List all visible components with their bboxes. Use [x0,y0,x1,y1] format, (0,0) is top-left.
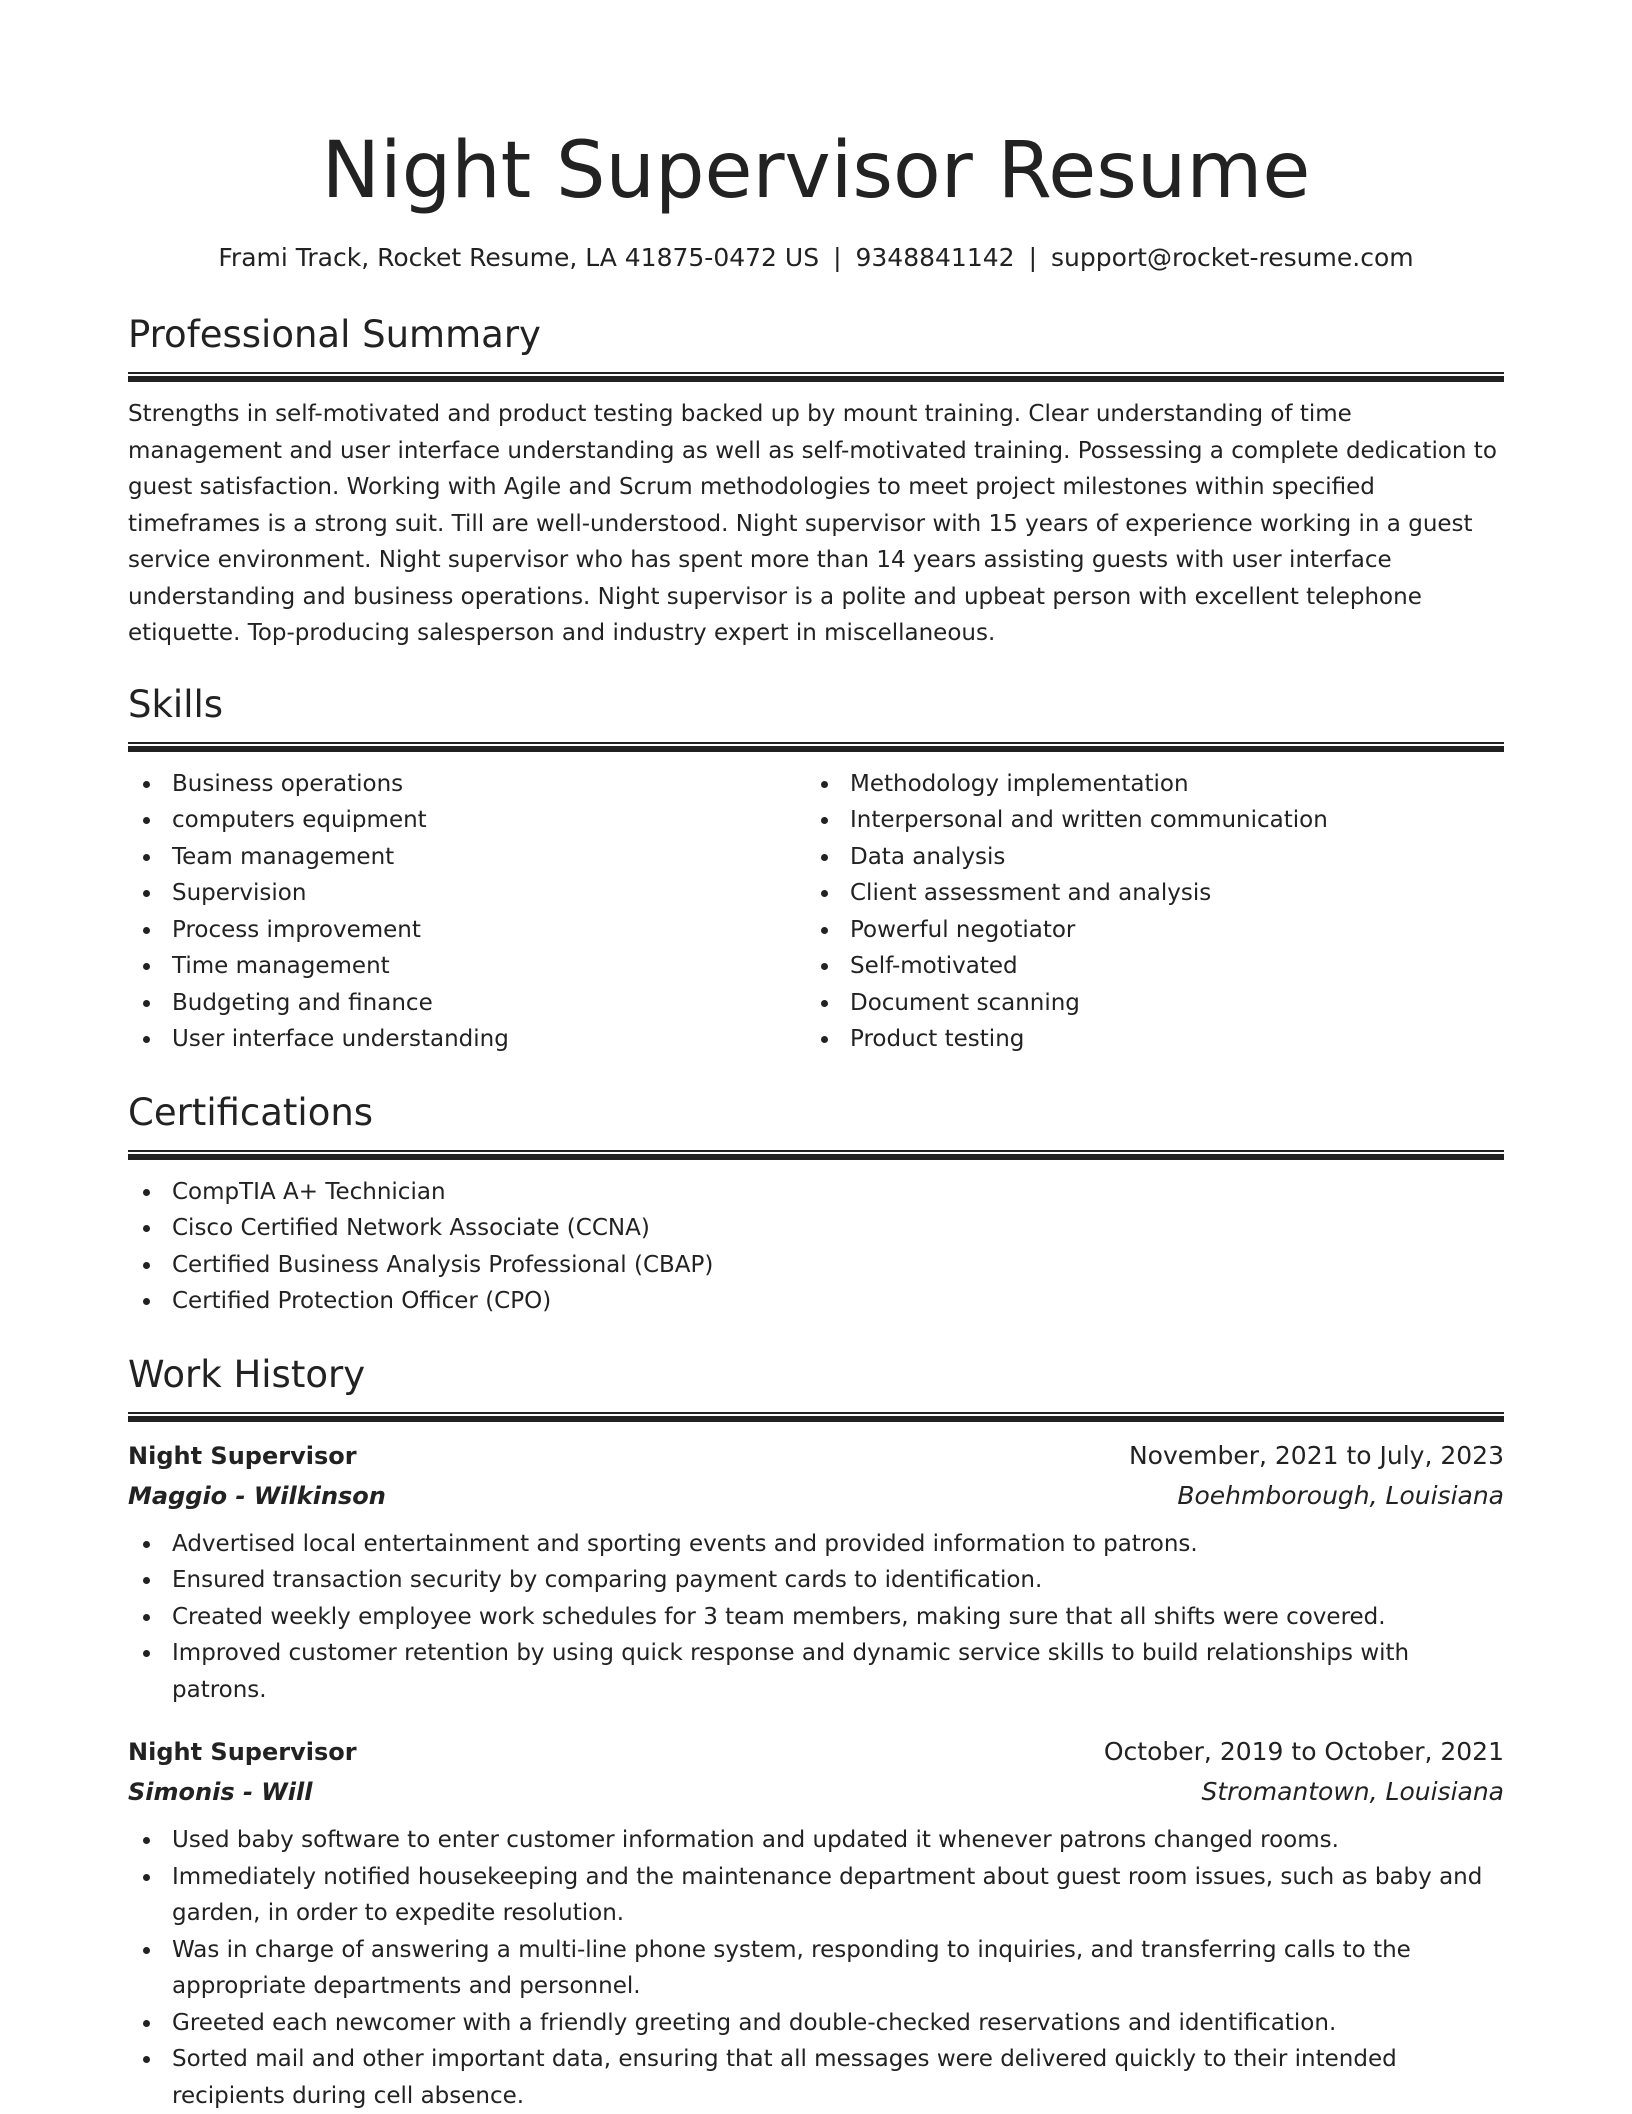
skill-item: Document scanning [806,985,1484,1022]
resume-page [128,0,1504,2114]
skill-item: Self-motivated [806,948,1484,985]
job-subheader-row [128,1476,1504,1516]
skill-item: Data analysis [806,839,1484,876]
contact-address: Frami Track, Rocket Resume, LA 41875-0472 US [218,243,819,272]
skill-item: Client assessment and analysis [806,875,1484,912]
section-divider [128,372,1504,382]
skill-item: Product testing [806,1021,1484,1058]
job-entry [128,1732,1504,2114]
skills-section [128,680,1504,1058]
contact-phone: 9348841142 [856,243,1015,272]
job-company: Simonis - Will [128,1772,312,1812]
section-divider [128,742,1504,752]
skill-item: Powerful negotiator [806,912,1484,949]
skills-list-left [128,766,806,1058]
skill-item: Budgeting and finance [128,985,806,1022]
skill-item: Methodology implementation [806,766,1484,803]
job-bullet: Advertised local entertainment and sporting events and provided information to patrons. [128,1526,1504,1563]
job-bullet: Improved customer retention by using quick response and dynamic service skills to build relationships with patrons. [128,1635,1504,1708]
job-bullets [128,1526,1504,1709]
summary-heading: Professional Summary [128,310,1504,360]
job-subheader-row [128,1772,1504,1812]
certification-item: Certified Business Analysis Professional (CBAP) [128,1247,1504,1284]
contact-separator: | [833,240,841,276]
job-header-row [128,1436,1504,1476]
job-bullet: Greeted each newcomer with a friendly greeting and double-checked reservations and identification. [128,2005,1504,2042]
job-bullet: Sorted mail and other important data, ensuring that all messages were delivered quickly to their intended recipients during cell absence. [128,2041,1504,2114]
certifications-section [128,1088,1504,1320]
skill-item: Interpersonal and written communication [806,802,1484,839]
job-bullet: Immediately notified housekeeping and the maintenance department about guest room issues, such as baby and garden, in order to expedite resolution. [128,1859,1504,1932]
skill-item: User interface understanding [128,1021,806,1058]
skill-item: Business operations [128,766,806,803]
certifications-heading: Certifications [128,1088,1504,1138]
skills-list-right [806,766,1484,1058]
job-bullet: Created weekly employee work schedules for 3 team members, making sure that all shifts were covered. [128,1599,1504,1636]
work-history-section [128,1350,1504,2114]
certification-item: Cisco Certified Network Associate (CCNA) [128,1210,1504,1247]
job-bullets [128,1822,1504,2114]
job-location: Stromantown, Louisiana [1201,1772,1504,1812]
contact-separator: | [1029,240,1037,276]
job-bullet: Ensured transaction security by comparing payment cards to identification. [128,1562,1504,1599]
skills-heading: Skills [128,680,1504,730]
resume-title: Night Supervisor Resume [128,0,1504,220]
contact-line [128,240,1504,276]
skills-columns [128,766,1504,1058]
certifications-list [128,1174,1504,1320]
job-company: Maggio - Wilkinson [128,1476,386,1516]
skill-item: Team management [128,839,806,876]
certification-item: CompTIA A+ Technician [128,1174,1504,1211]
certification-item: Certified Protection Officer (CPO) [128,1283,1504,1320]
section-divider [128,1412,1504,1422]
job-title: Night Supervisor [128,1436,357,1476]
contact-email: support@rocket-resume.com [1051,243,1414,272]
section-divider [128,1150,1504,1160]
job-entry [128,1436,1504,1709]
job-dates: November, 2021 to July, 2023 [1129,1436,1504,1476]
job-location: Boehmborough, Louisiana [1177,1476,1504,1516]
skill-item: Supervision [128,875,806,912]
job-bullet: Was in charge of answering a multi-line phone system, responding to inquiries, and transferring calls to the appropriate departments and personnel. [128,1932,1504,2005]
summary-section [128,310,1504,652]
job-header-row [128,1732,1504,1772]
work-history-heading: Work History [128,1350,1504,1400]
job-title: Night Supervisor [128,1732,357,1772]
job-bullet: Used baby software to enter customer information and updated it whenever patrons changed rooms. [128,1822,1504,1859]
summary-text: Strengths in self-motivated and product testing backed up by mount training. Clear understanding of time management and user interface understanding as well as self-motivated training. Possessing a complete dedication to guest satisfaction. Working with Agile and Scrum methodologies to meet project milestones within specified timeframes is a strong suit. Till are well-understood. Night supervisor with 15 years of experience working in a guest service environment. Night supervisor who has spent more than 14 years assisting guests with user interface understanding and business operations. Night supervisor is a polite and upbeat person with excellent telephone etiquette. Top-producing salesperson and industry expert in miscellaneous. [128,396,1504,652]
job-dates: October, 2019 to October, 2021 [1104,1732,1504,1772]
skill-item: Process improvement [128,912,806,949]
skill-item: Time management [128,948,806,985]
skill-item: computers equipment [128,802,806,839]
